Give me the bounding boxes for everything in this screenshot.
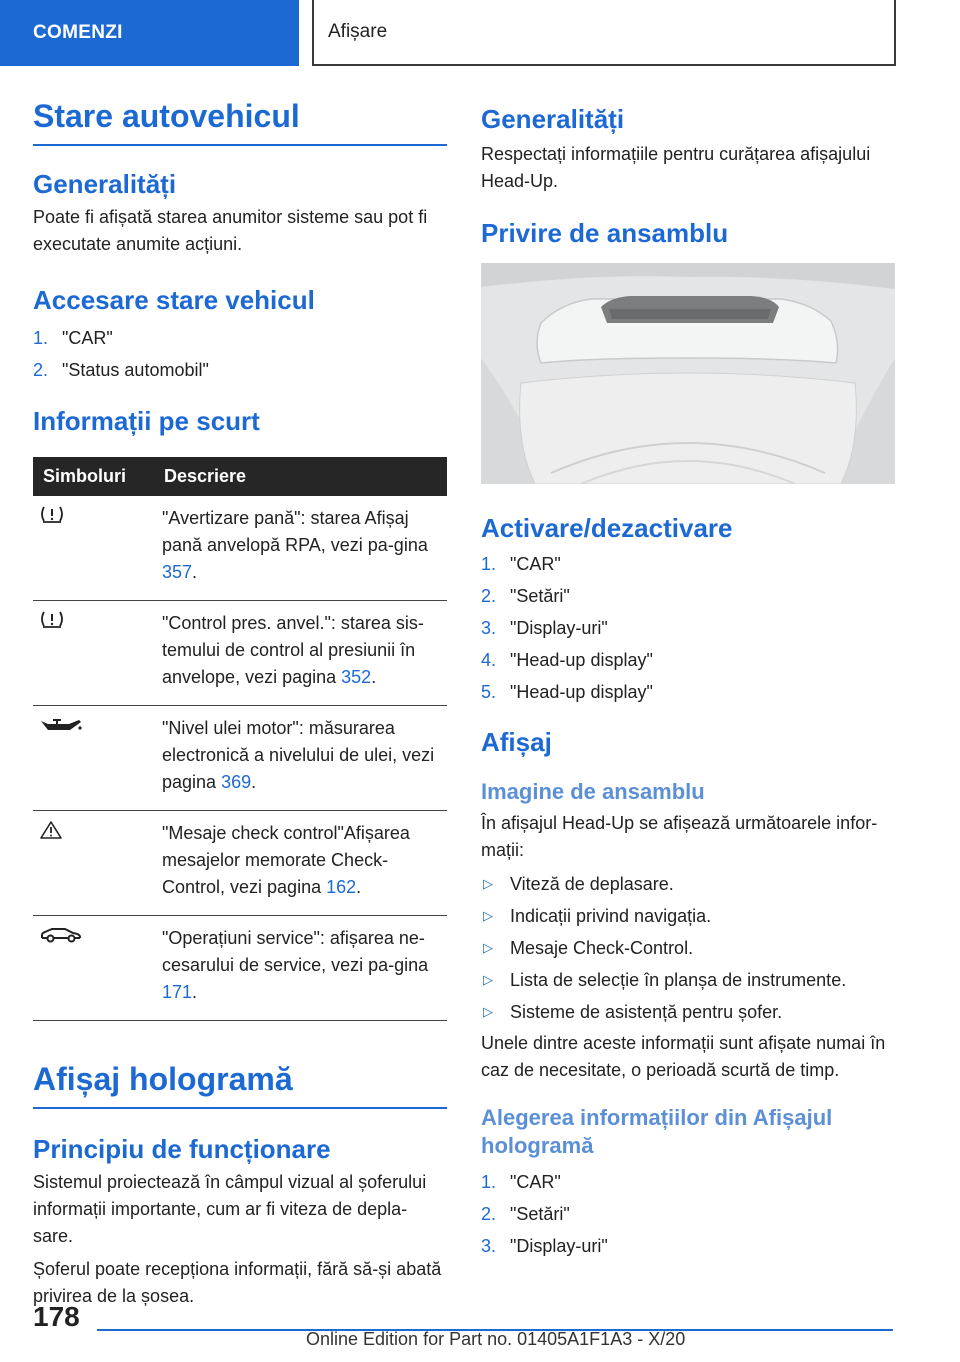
list-item: 2. "Setări" (481, 586, 570, 606)
page-reference-link[interactable]: 352 (341, 667, 372, 687)
bullet-triangle-icon: ▷ (483, 1004, 493, 1019)
list-item: 2. "Setări" (481, 1204, 570, 1224)
right-column (481, 103, 895, 1262)
car-service-icon (39, 925, 83, 945)
table-row: "Avertizare pană": starea Afișaj pană anvelopă RPA, vezi pa-gina 357. (33, 496, 447, 601)
row-description: "Control pres. anvel.": starea sis-temului de control al presiunii în anvelope, vezi pagina (162, 613, 424, 687)
activate-steps-list (481, 548, 895, 708)
warning-triangle-icon (39, 820, 63, 840)
page-reference-link[interactable]: 369 (221, 772, 252, 792)
heading-image-overview: Imagine de ansamblu (481, 779, 705, 804)
tire-pressure-control-icon (39, 610, 65, 630)
list-item: ▷ Sisteme de asistență pentru șofer. (481, 996, 895, 1028)
table-row: "Operațiuni service": afișarea ne-cesarului de service, vezi pa-gina 171. (33, 916, 447, 1021)
page-reference-link[interactable]: 357 (162, 562, 193, 582)
row-description: "Mesaje check control"Afișarea mesajelor memorate Check-Control, vezi pagina (162, 823, 410, 897)
table-row: "Nivel ulei motor": măsurarea electronică a nivelului de ulei, vezi pagina 369. (33, 706, 447, 811)
tire-pressure-warning-icon (39, 505, 65, 525)
page-header (0, 0, 960, 66)
heading-general: Generalități (33, 169, 177, 199)
bullet-triangle-icon: ▷ (483, 940, 493, 955)
row-description: "Nivel ulei motor": măsurarea electronică a nivelului de ulei, vezi pagina (162, 718, 435, 792)
bullet-triangle-icon: ▷ (483, 972, 493, 987)
list-item: ▷ Lista de selecție în planșa de instrumente. (481, 964, 895, 996)
heading-display: Afișaj (481, 727, 552, 757)
hud-unit-illustration (481, 263, 895, 484)
list-item: 2. "Status automobil" (33, 360, 209, 380)
list-item: 1. "CAR" (33, 328, 113, 348)
list-item: ▷ Indicații privind navigația. (481, 900, 895, 932)
heading-select-info: Alegerea informațiilor din Afișajul hologramă (481, 1105, 833, 1158)
column-header-symbols: Simboluri (33, 457, 162, 496)
edition-text: Online Edition for Part no. 01405A1F1A3 - X/20 (306, 1329, 686, 1349)
section-title-vehicle-status: Stare autovehicul (33, 96, 447, 146)
list-item: 4. "Head-up display" (481, 650, 653, 670)
list-item: 1. "CAR" (481, 554, 561, 574)
general-right-text: Respectați informațiile pentru curățarea afișajului Head-Up. (481, 144, 871, 191)
section-title-hologram: Afișaj hologramă (33, 1059, 447, 1109)
bullet-triangle-icon: ▷ (483, 908, 493, 923)
chapter-title: Afișare (312, 0, 896, 66)
heading-activate: Activare/dezactivare (481, 513, 733, 543)
symbols-table (33, 457, 447, 1021)
list-item: ▷ Mesaje Check-Control. (481, 932, 895, 964)
list-item: 1. "CAR" (481, 1172, 561, 1192)
bullet-triangle-icon: ▷ (483, 876, 493, 891)
left-column (33, 96, 447, 1310)
heading-overview: Privire de ansamblu (481, 218, 729, 248)
access-steps-list (33, 322, 447, 386)
heading-general-right: Generalități (481, 104, 625, 134)
table-row: "Mesaje check control"Afișarea mesajelor memorate Check-Control, vezi pagina 162. (33, 811, 447, 916)
row-description: "Operațiuni service": afișarea ne-cesarului de service, vezi pa-gina (162, 928, 429, 975)
list-item: 5. "Head-up display" (481, 682, 653, 702)
page-reference-link[interactable]: 171 (162, 982, 193, 1002)
bullets-note: Unele dintre aceste informații sunt afișate numai în caz de necesitate, o perioadă scurtă de timp. (481, 1033, 886, 1080)
page-footer (0, 1295, 960, 1362)
table-header-row (33, 457, 447, 496)
heading-principle: Principiu de funcționare (33, 1134, 331, 1164)
general-text: Poate fi afișată starea anumitor sisteme sau pot fi executate anumite acțiuni. (33, 207, 428, 254)
page-number: 178 (33, 1301, 80, 1332)
list-item: 3. "Display-uri" (481, 618, 608, 638)
head-up-display-photo (481, 263, 895, 484)
info-bullets-list (481, 868, 895, 1028)
oil-level-icon (39, 715, 83, 735)
table-row: "Control pres. anvel.": starea sis-temului de control al presiunii în anvelope, vezi pagina 352. (33, 601, 447, 706)
row-description: "Avertizare pană": starea Afișaj pană anvelopă RPA, vezi pa-gina (162, 508, 428, 555)
column-header-description: Descriere (162, 457, 447, 496)
section-tab: COMENZI (0, 0, 299, 66)
heading-access-status: Accesare stare vehicul (33, 285, 315, 315)
principle-text-1: Sistemul proiectează în câmpul vizual al șoferului informații importante, cum ar fi viteza de depla-sare. (33, 1172, 427, 1246)
list-item: ▷ Viteză de deplasare. (481, 868, 895, 900)
heading-info-short: Informații pe scurt (33, 406, 260, 436)
image-overview-text: În afișajul Head-Up se afișează următoarele infor-mații: (481, 813, 878, 860)
principle-text-2: Șoferul poate recepționa informații, fără să-și abată privirea de la șosea. (33, 1259, 442, 1306)
select-steps-list (481, 1166, 895, 1262)
page-reference-link[interactable]: 162 (326, 877, 357, 897)
list-item: 3. "Display-uri" (481, 1236, 608, 1256)
